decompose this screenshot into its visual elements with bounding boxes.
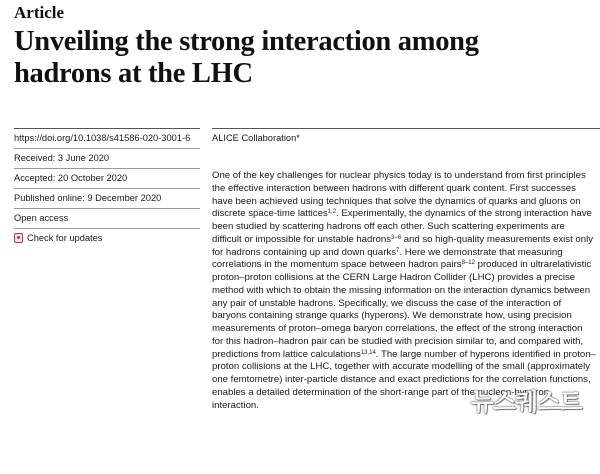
doi-link[interactable]: https://doi.org/10.1038/s41586-020-3001-6 [14, 128, 200, 148]
title-line-2: hadrons at the LHC [14, 58, 253, 89]
author-list: ALICE Collaboration* [212, 128, 600, 144]
article-metadata [14, 128, 200, 248]
abstract-text-5: produced in ultrarelativistic proton–proton collisions at the CERN Large Hadron Collider (LHC) provides a precise method with which to obtain the missing information on the interaction dynamics between any pair of unstable hadrons. Specifically, we discuss the case of the interaction of baryons containing strange quarks (hyperons). We demonstrate how, using precision measurements of proton–omega baryon correlations, the effect of the strong interaction for this hadron–hadron pair can be studied with precision similar to, and compared with, predictions from lattice calculations [212, 259, 592, 360]
citation-ref[interactable]: 13,14 [360, 349, 376, 356]
abstract-text-4: . Here we demonstrate that measuring correlations in the momentum space between hadron pairs [212, 246, 563, 271]
watermark-logo: 뉴스퀘스트 [470, 387, 582, 416]
abstract-text-1: One of the key challenges for nuclear physics today is to understand from first principles the effective interaction between hadrons with different quark content. First successes have been achieved using techniques that solve the dynamics of quarks and gluons on discrete space-time lattices [212, 170, 586, 220]
check-for-updates-icon [14, 233, 23, 243]
abstract-text-6: . The large number of hyperons identified in proton–proton collisions at the LHC, together with accurate modelling of the small (approximately one femtometre) inter-particle distance and exact predictions for the correlation functions, enables a detailed determination of the short-range part of the nucleon-hyperon interaction. [212, 348, 596, 411]
citation-ref[interactable]: 3–6 [391, 234, 402, 241]
article-title [14, 26, 599, 90]
title-line-1: Unveiling the strong interaction among [14, 26, 479, 57]
abstract [212, 170, 596, 416]
published-date: Published online: 9 December 2020 [14, 188, 200, 208]
citation-ref[interactable]: 1,2 [327, 209, 337, 216]
citation-ref[interactable]: 8–12 [461, 260, 475, 267]
check-for-updates-label: Check for updates [27, 233, 103, 243]
accepted-date: Accepted: 20 October 2020 [14, 168, 200, 188]
citation-ref[interactable]: 7 [396, 247, 400, 254]
open-access-label: Open access [14, 208, 200, 228]
abstract-text-3: and so high-quality measurements exist only for hadrons containing up and down quarks [212, 233, 594, 258]
received-date: Received: 3 June 2020 [14, 148, 200, 168]
abstract-text-2: . Experimentally, the dynamics of the strong interaction have been studied by scattering hadrons off each other. Such scattering experiments are difficult or impossible for unstable hadrons [212, 208, 592, 245]
check-for-updates-button[interactable] [14, 228, 200, 248]
article-type-label: Article [14, 3, 65, 22]
